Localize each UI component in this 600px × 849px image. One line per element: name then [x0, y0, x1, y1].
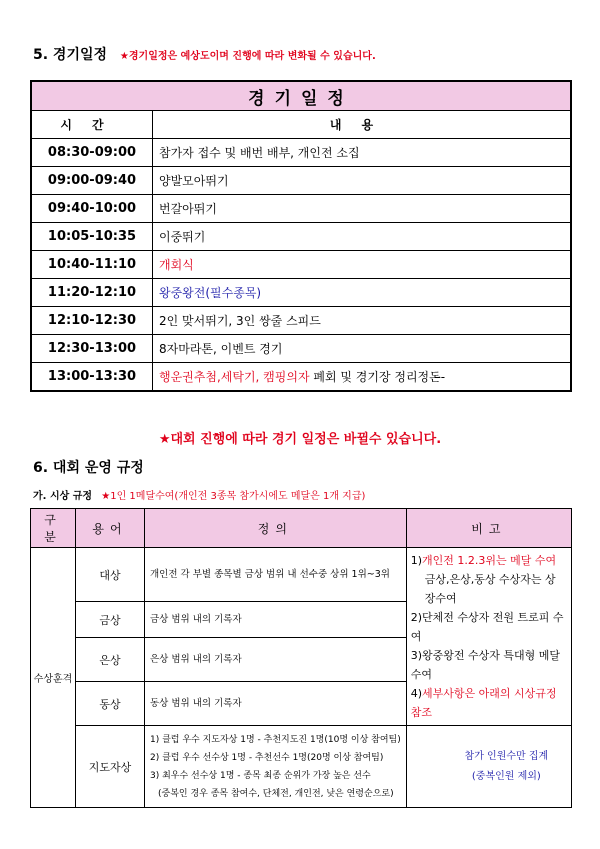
rules-row-grand: [31, 548, 572, 602]
remark-text: 개인전 1.2.3위는 메달 수여: [422, 554, 557, 567]
schedule-row-last: [31, 363, 571, 392]
rules-term-leader: 지도자상: [76, 726, 145, 808]
rules-definition: 금상 범위 내의 기록자: [145, 602, 407, 638]
section-5-note: ★경기일정은 예상도이며 진행에 따라 변화될 수 있습니다.: [119, 51, 376, 62]
rules-term: 동상: [76, 682, 145, 726]
schedule-footer-note: ★대회 진행에 따라 경기 일정은 바뀔수 있습니다.: [158, 432, 442, 447]
schedule-row: [31, 139, 571, 167]
leader-lines: [150, 731, 401, 803]
schedule-time: 12:30-13:00: [31, 335, 153, 363]
schedule-header-row: [31, 81, 571, 111]
rules-term: 은상: [76, 638, 145, 682]
schedule-time: 11:20-12:10: [31, 279, 153, 307]
leader-award-line: 3) 최우수 선수상 1명 - 종목 최종 순위가 가장 높은 선수: [150, 770, 371, 781]
schedule-content: 양발모아뛰기: [153, 167, 572, 195]
remark-text: 왕중왕전 수상자 특대형 메달수여: [410, 649, 561, 681]
schedule-time: 09:00-09:40: [31, 167, 153, 195]
schedule-time: 13:00-13:30: [31, 363, 153, 392]
schedule-content: 2인 맞서뛰기, 3인 쌍줄 스피드: [153, 307, 572, 335]
schedule-content: [153, 363, 572, 392]
rules-category: 수상훈격: [31, 548, 76, 808]
rules-remarks: [406, 548, 571, 726]
schedule-time: 10:40-11:10: [31, 251, 153, 279]
remark-text: 단체전 수상자 전원 트로피 수여: [410, 611, 564, 643]
remark-line: [411, 684, 566, 722]
schedule-content: 참가자 접수 및 배번 배부, 개인전 소집: [153, 139, 572, 167]
schedule-row: [31, 167, 571, 195]
schedule-time: 10:05-10:35: [31, 223, 153, 251]
leader-award-line: 2) 클럽 우수 선수상 1명 - 추천선수 1명(20명 이상 참여팀): [150, 752, 384, 763]
remarks-list: [411, 551, 566, 722]
schedule-time: 09:40-10:00: [31, 195, 153, 223]
schedule-row: [31, 195, 571, 223]
rules-header-remark: 비고: [406, 509, 571, 548]
leader-remark-line2: (중복인원 제외): [471, 770, 541, 782]
rules-definition: 동상 범위 내의 기록자: [145, 682, 407, 726]
rules-header-term: 용어: [76, 509, 145, 548]
schedule-content: 개회식: [153, 251, 572, 279]
schedule-row: [31, 279, 571, 307]
schedule-time: 08:30-09:00: [31, 139, 153, 167]
leader-award-line: (중복인 경우 종목 참여수, 단체전, 개인전, 낮은 연령순으로): [158, 788, 394, 799]
section-6-subtitle: [33, 487, 365, 502]
schedule-content-black: 폐회 및 경기장 정리정돈-: [309, 370, 446, 384]
awards-rules-note: ★1인 1메달수여(개인전 3종목 참가시에도 메달은 1개 지급): [101, 491, 366, 502]
schedule-content-red: 행운권추첨,세탁기, 캠핑의자: [159, 370, 310, 384]
rules-term: 대상: [76, 548, 145, 602]
leader-award-lines: [145, 726, 407, 808]
section-6-title: 6. 대회 운영 규정: [33, 460, 144, 476]
awards-rules-title: 가. 시상 규정: [33, 491, 93, 502]
rules-definition: 은상 범위 내의 기록자: [145, 638, 407, 682]
remark-text: 세부사항은 아래의 시상규정 참조: [410, 687, 557, 719]
rules-table: [30, 508, 572, 808]
col-time-header: 시간: [31, 111, 153, 139]
schedule-content: 번갈아뛰기: [153, 195, 572, 223]
schedule-row: [31, 251, 571, 279]
remark-line: [411, 646, 566, 684]
remark-line: [411, 551, 566, 570]
rules-term: 금상: [76, 602, 145, 638]
schedule-content: 이중뛰기: [153, 223, 572, 251]
rules-definition: 개인전 각 부별 종목별 금상 범위 내 선수중 상위 1위~3위: [145, 548, 407, 602]
rules-row-leader: [31, 726, 572, 808]
remark-prefix: 1): [410, 554, 423, 567]
col-content-header: 내용: [153, 111, 572, 139]
schedule-content: 왕중왕전(필수종목): [153, 279, 572, 307]
section-5-title-text: 5. 경기일정: [33, 47, 108, 63]
remark-prefix: 3): [410, 649, 423, 662]
remark-prefix: 4): [410, 687, 423, 700]
schedule-row: [31, 307, 571, 335]
remark-line: [411, 608, 566, 646]
section-5-title: [33, 44, 376, 64]
schedule-column-headers: [31, 111, 571, 139]
schedule-body: [31, 139, 571, 363]
remark-prefix: 2): [410, 611, 423, 624]
leader-remark-line1: 참가 인원수만 집계: [464, 750, 549, 762]
rules-header-row: [31, 509, 572, 548]
schedule-time: 12:10-12:30: [31, 307, 153, 335]
schedule-row: [31, 223, 571, 251]
rules-header-definition: 정의: [145, 509, 407, 548]
schedule-row: [31, 335, 571, 363]
leader-remark: [406, 726, 571, 808]
schedule-content: 8자마라톤, 이벤트 경기: [153, 335, 572, 363]
schedule-table: [30, 80, 572, 392]
leader-award-line: 1) 클럽 우수 지도자상 1명 - 추천지도진 1명(10명 이상 참여팀): [150, 734, 401, 745]
remark-line: [411, 570, 566, 608]
schedule-header: 경기일정: [31, 81, 571, 111]
rules-header-category: 구분: [31, 509, 76, 548]
remark-text: 금상,은상,동상 수상자는 상장수여: [424, 573, 556, 605]
